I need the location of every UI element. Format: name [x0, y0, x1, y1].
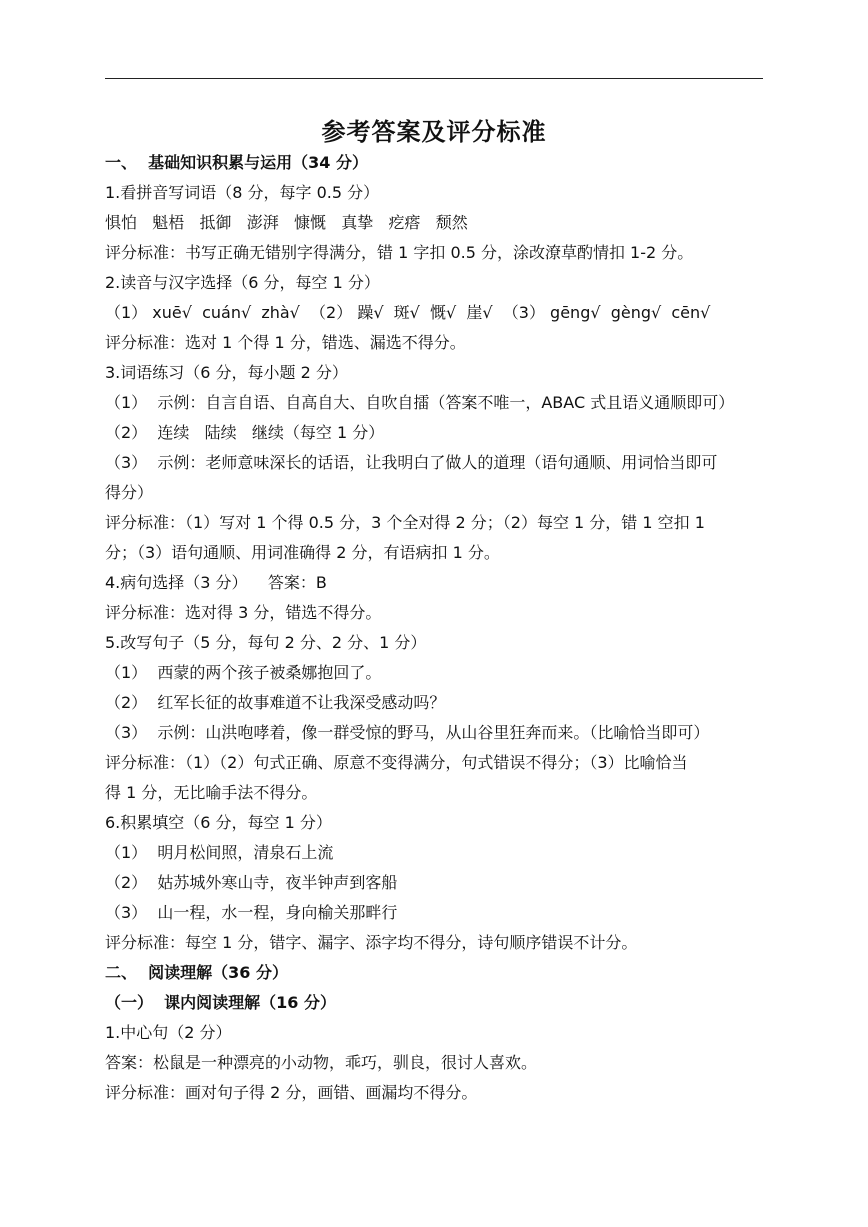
answer-line: 惧怕 魁梧 抵御 澎湃 慷慨 真挚 疙瘩 颓然 — [105, 213, 468, 232]
question-heading: 1.看拼音写词语（8 分，每字 0.5 分） — [105, 183, 380, 202]
question-heading: 4.病句选择（3 分） 答案：B — [105, 573, 327, 592]
answer-line: （3） 山一程，水一程，身向榆关那畔行 — [105, 903, 398, 922]
answer-line: （3） 示例：老师意味深长的话语，让我明白了做人的道理（语句通顺、用词恰当即可 — [105, 453, 718, 472]
answer-line: （3） 示例：山洪咆哮着，像一群受惊的野马，从山谷里狂奔而来。（比喻恰当即可） — [105, 723, 710, 742]
question-heading: 5.改写句子（5 分，每句 2 分、2 分、1 分） — [105, 633, 427, 652]
answer-line: 得分） — [105, 483, 154, 502]
scoring-criteria: 评分标准：选对 1 个得 1 分，错选、漏选不得分。 — [105, 333, 466, 352]
scoring-criteria: 评分标准：画对句子得 2 分，画错、画漏均不得分。 — [105, 1083, 478, 1102]
subsection-heading: （一） 课内阅读理解（16 分） — [105, 993, 336, 1012]
section-heading-2: 二、 阅读理解（36 分） — [105, 963, 288, 982]
scoring-criteria: 分；（3）语句通顺、用词准确得 2 分，有语病扣 1 分。 — [105, 543, 500, 562]
answer-line: （2） 红军长征的故事难道不让我深受感动吗？ — [105, 693, 446, 712]
question-heading: 6.积累填空（6 分，每空 1 分） — [105, 813, 332, 832]
answer-key-body — [105, 148, 770, 1108]
section-heading-1: 一、 基础知识积累与运用（34 分） — [105, 153, 368, 172]
scoring-criteria: 评分标准：选对得 3 分，错选不得分。 — [105, 603, 382, 622]
scoring-criteria: 评分标准：（1）（2）句式正确、原意不变得满分，句式错误不得分；（3）比喻恰当 — [105, 753, 688, 772]
question-heading: 3.词语练习（6 分，每小题 2 分） — [105, 363, 348, 382]
scoring-criteria: 得 1 分，无比喻手法不得分。 — [105, 783, 318, 802]
answer-line: 答案：松鼠是一种漂亮的小动物，乖巧，驯良，很讨人喜欢。 — [105, 1053, 538, 1072]
answer-line: （1） 西蒙的两个孩子被桑娜抱回了。 — [105, 663, 382, 682]
header-rule — [105, 78, 763, 79]
scoring-criteria: 评分标准：每空 1 分，错字、漏字、添字均不得分，诗句顺序错误不计分。 — [105, 933, 638, 952]
answer-line: （1） 明月松间照，清泉石上流 — [105, 843, 334, 862]
scoring-criteria: 评分标准：（1）写对 1 个得 0.5 分，3 个全对得 2 分；（2）每空 1 分，错 1 空扣 1 — [105, 513, 705, 532]
answer-line: （2） 姑苏城外寒山寺，夜半钟声到客船 — [105, 873, 398, 892]
answer-line: （2） 连续 陆续 继续（每空 1 分） — [105, 423, 385, 442]
answer-line: （1） 示例：自言自语、自高自大、自吹自擂（答案不唯一，ABAC 式且语义通顺即可） — [105, 393, 735, 412]
answer-line: （1） xuē√ cuán√ zhà√ （2） 躁√ 斑√ 慨√ 崖√ （3） gēng√ gèng√ cēn√ — [105, 303, 711, 322]
document-title: 参考答案及评分标准 — [321, 118, 547, 146]
question-heading: 2.读音与汉字选择（6 分，每空 1 分） — [105, 273, 380, 292]
scoring-criteria: 评分标准：书写正确无错别字得满分，错 1 字扣 0.5 分，涂改潦草酌情扣 1-2 分。 — [105, 243, 694, 262]
question-heading: 1.中心句（2 分） — [105, 1023, 232, 1042]
